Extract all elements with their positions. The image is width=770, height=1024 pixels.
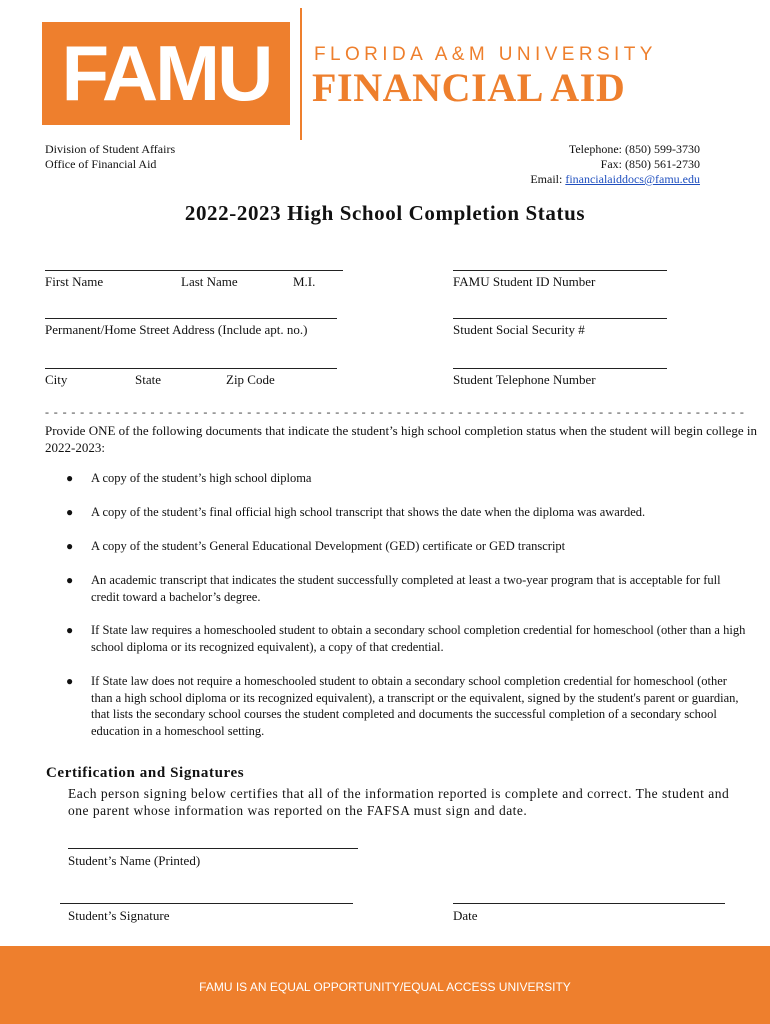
email-label: Email: bbox=[530, 172, 566, 186]
page-title: 2022-2023 High School Completion Status bbox=[184, 201, 586, 225]
office-line: Office of Financial Aid bbox=[45, 157, 157, 171]
name-field-line[interactable] bbox=[45, 270, 343, 271]
brand-university-name: FLORIDA A&M UNIVERSITY bbox=[314, 44, 657, 65]
brand-department-name: FINANCIAL AID bbox=[312, 65, 626, 110]
footer-bar bbox=[0, 946, 770, 1024]
bullet-icon: ● bbox=[66, 471, 74, 485]
certification-text: Each person signing below certifies that all of the information reported is complete and correct. The student and one parent whose information was reported on the FAFSA must sign and date. bbox=[68, 786, 730, 818]
zip-label: Zip Code bbox=[226, 372, 275, 387]
instructions-text: Provide ONE of the following documents that indicate the student’s high school completion status when the student will begin college in 2022-2023: bbox=[45, 423, 757, 455]
signature-line[interactable] bbox=[60, 903, 353, 904]
first-name-label: First Name bbox=[45, 274, 104, 289]
student-id-label: FAMU Student ID Number bbox=[453, 274, 596, 289]
bullet-icon: ● bbox=[66, 505, 74, 519]
printed-name-line[interactable] bbox=[68, 848, 358, 849]
list-item-text: A copy of the student’s General Educational Development (GED) certificate or GED transcript bbox=[91, 539, 566, 553]
footer-text: FAMU IS AN EQUAL OPPORTUNITY/EQUAL ACCESS UNIVERSITY bbox=[199, 980, 571, 994]
list-item-text: If State law does not require a homeschooled student to obtain a secondary school completion credential for homeschool (other than a high school diploma or its recognized equivalent), a transcript or the equivalent, signed by the student's parent or guardian, that lists the secondary school courses the student completed and documents the successful completion of a secondary school education in a homeschool setting. bbox=[91, 674, 739, 738]
printed-name-label: Student’s Name (Printed) bbox=[68, 853, 201, 868]
division-line: Division of Student Affairs bbox=[45, 142, 176, 156]
bullet-icon: ● bbox=[66, 573, 74, 587]
ssn-field-line[interactable] bbox=[453, 318, 667, 319]
address-field-line[interactable] bbox=[45, 318, 337, 319]
phone-label: Student Telephone Number bbox=[453, 372, 596, 387]
email-line bbox=[530, 172, 700, 188]
ssn-label: Student Social Security # bbox=[453, 322, 585, 337]
list-item-text: A copy of the student’s final official high school transcript that shows the date when the diploma was awarded. bbox=[91, 505, 646, 519]
bullet-icon: ● bbox=[66, 539, 74, 553]
state-label: State bbox=[135, 372, 161, 387]
city-state-zip-field-line[interactable] bbox=[45, 368, 337, 369]
student-id-field-line[interactable] bbox=[453, 270, 667, 271]
phone-field-line[interactable] bbox=[453, 368, 667, 369]
logo-text: FAMU bbox=[61, 29, 271, 117]
fax-line: Fax: (850) 561-2730 bbox=[600, 157, 700, 171]
date-label: Date bbox=[453, 908, 478, 923]
bullet-icon: ● bbox=[66, 674, 74, 688]
bullet-icon: ● bbox=[66, 623, 74, 637]
mi-label: M.I. bbox=[293, 274, 316, 289]
logo-divider bbox=[300, 8, 302, 140]
certification-heading: Certification and Signatures bbox=[46, 765, 245, 781]
famu-logo bbox=[42, 22, 290, 125]
last-name-label: Last Name bbox=[181, 274, 238, 289]
email-link[interactable]: financialaiddocs@famu.edu bbox=[565, 172, 700, 186]
dashed-separator: - - - - - - - - - - - - - - - - - - - - - - - - - - - - - - - - - - - - - - - - - - - - - - - - - - - - - - - - - - - - - - - - - - - - - - - - - - - - - - - - bbox=[45, 405, 745, 419]
address-label: Permanent/Home Street Address (Include apt. no.) bbox=[45, 322, 308, 337]
date-line[interactable] bbox=[453, 903, 725, 904]
signature-label: Student’s Signature bbox=[68, 908, 170, 923]
city-label: City bbox=[45, 372, 68, 387]
list-item-text: A copy of the student’s high school diploma bbox=[91, 471, 312, 485]
list-item-text: An academic transcript that indicates the student successfully completed at least a two-year program that is acceptable for full credit toward a bachelor’s degree. bbox=[91, 573, 721, 604]
list-item-text: If State law requires a homeschooled student to obtain a secondary school completion credential for homeschool (other than a high school diploma or its recognized equivalent), a copy of that credential. bbox=[91, 623, 746, 654]
telephone-line: Telephone: (850) 599-3730 bbox=[568, 142, 700, 156]
